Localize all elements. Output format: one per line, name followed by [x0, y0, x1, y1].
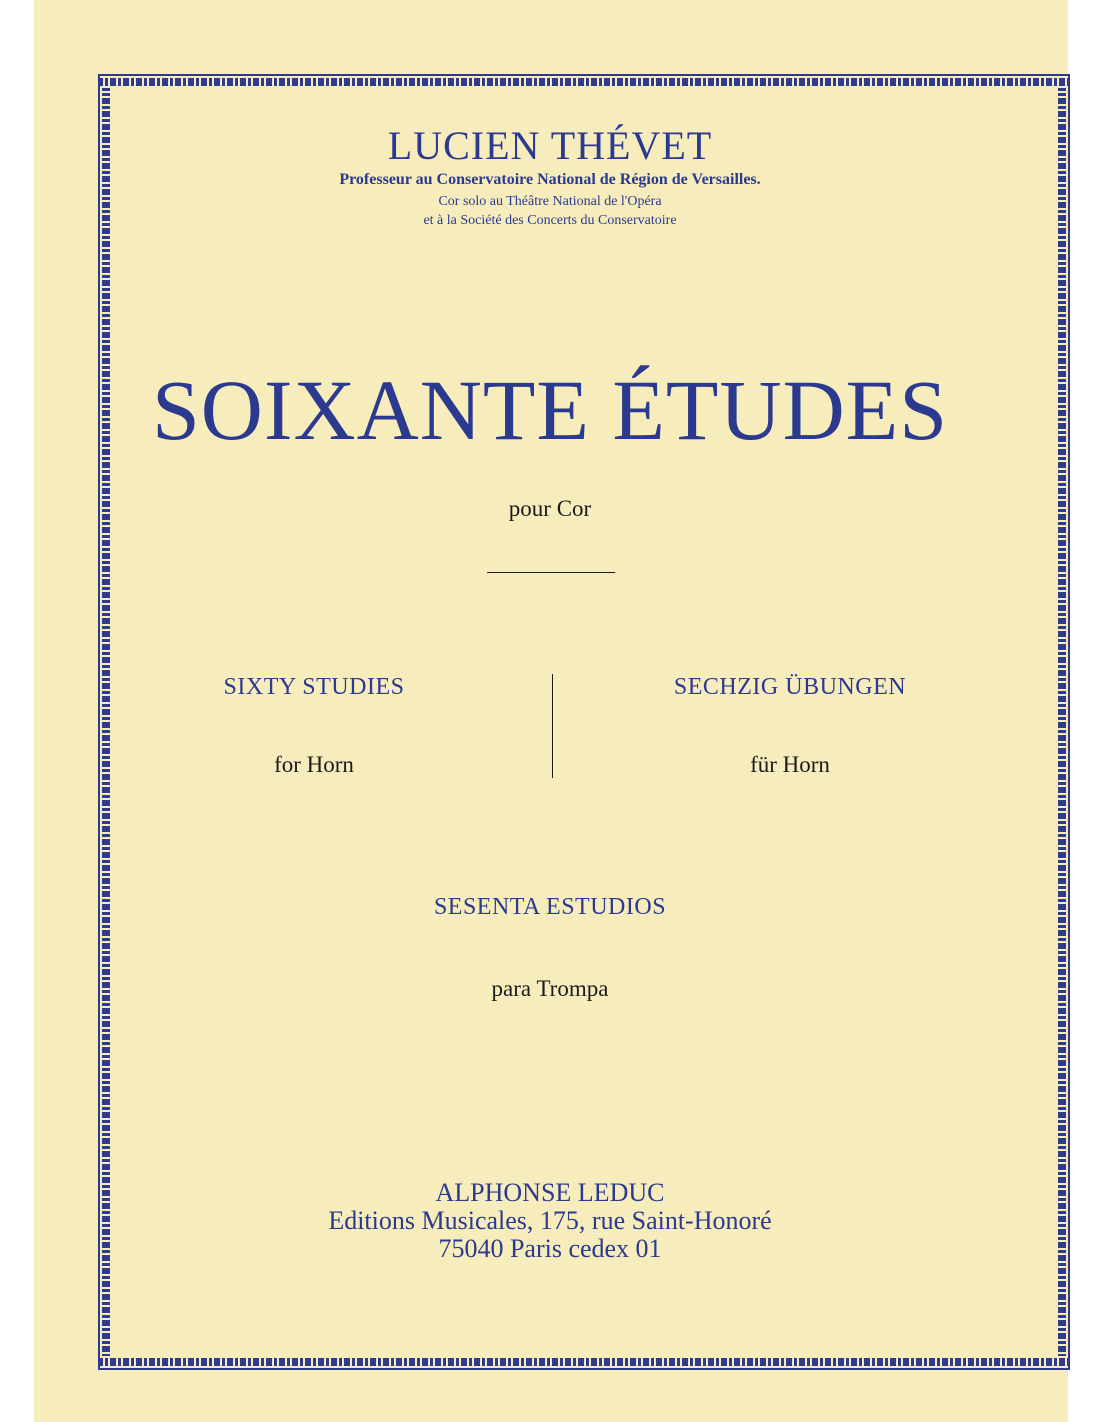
english-heading: SIXTY STUDIES [223, 674, 405, 700]
column-divider [552, 674, 553, 778]
border-band-top [100, 78, 1068, 86]
author-name: LUCIEN THÉVET [387, 123, 713, 168]
work-title: SOIXANTE ÉTUDES [151, 362, 949, 458]
work-subtitle: pour Cor [508, 496, 592, 521]
spanish-subheading: para Trompa [491, 976, 609, 1001]
decorative-border [98, 74, 1070, 1370]
english-subheading: for Horn [274, 752, 354, 777]
publisher-name: ALPHONSE LEDUC [435, 1178, 665, 1207]
german-heading: SECHZIG ÜBUNGEN [673, 674, 907, 700]
publisher-address-line-2: 75040 Paris cedex 01 [438, 1234, 662, 1263]
publisher-address-line-1: Editions Musicales, 175, rue Saint-Honoré [328, 1206, 772, 1235]
author-credit-line-1: Professeur au Conservatoire National de Région de Versailles. [339, 171, 761, 188]
border-band-right [1058, 88, 1066, 1356]
spanish-heading: SESENTA ESTUDIOS [433, 894, 667, 920]
author-credit-line-3: et à la Société des Concerts du Conservatoire [423, 213, 677, 228]
author-credit-line-2: Cor solo au Théâtre National de l'Opéra [438, 194, 662, 209]
border-band-bottom [100, 1358, 1068, 1366]
german-subheading: für Horn [750, 752, 830, 777]
border-band-left [102, 88, 110, 1356]
title-divider [487, 572, 615, 573]
